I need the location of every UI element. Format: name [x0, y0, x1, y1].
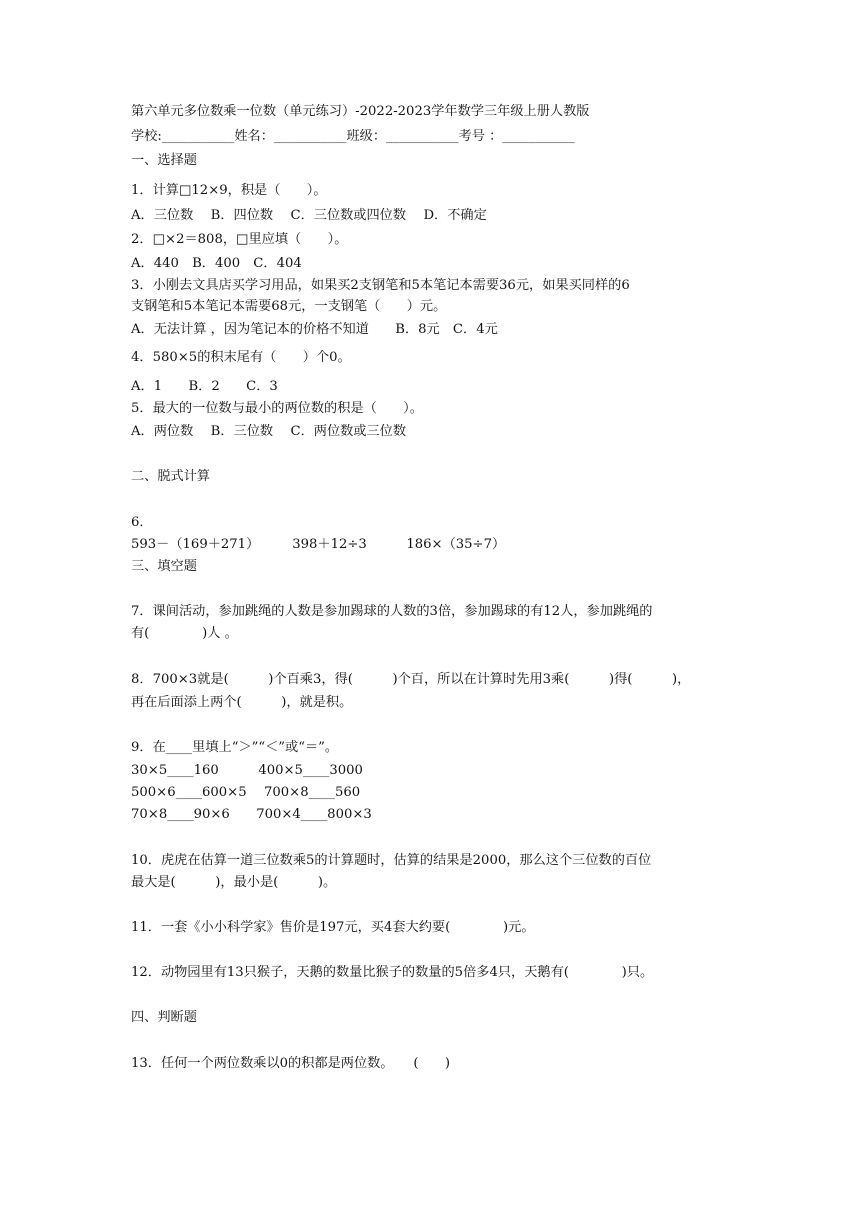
question-10-line-2: 最大是( )，最小是( )。: [131, 875, 337, 890]
question-9-row-1: 30×5____160 400×5____3000: [131, 763, 363, 778]
question-1: 1．计算□12×9，积是（ ）。: [131, 183, 327, 198]
question-7-line-1: 7．课间活动，参加跳绳的人数是参加踢球的人数的3倍，参加踢球的有12人，参加跳绳的: [131, 604, 653, 619]
question-3-options: A．无法计算 ，因为笔记本的价格不知道 B．8元 C．4元: [131, 322, 498, 337]
question-8-line-1: 8．700×3就是( )个百乘3，得( )个百，所以在计算时先用3乘( )得( )，: [131, 672, 691, 687]
section-heading-calculation: 二、脱式计算: [131, 469, 211, 484]
question-3-line-1: 3．小刚去文具店买学习用品，如果买2支钢笔和5本笔记本需要36元，如果买同样的6: [131, 278, 630, 293]
question-13: 13．任何一个两位数乘以0的积都是两位数。 ( ): [131, 1056, 450, 1071]
question-4-options: A．1 B．2 C．3: [131, 379, 278, 394]
question-5-options: A．两位数 B．三位数 C．两位数或三位数: [131, 424, 407, 439]
question-1-options: A．三位数 B．四位数 C．三位数或四位数 D．不确定: [131, 208, 487, 223]
question-3-line-2: 支钢笔和5本笔记本需要68元，一支钢笔（ ）元。: [131, 299, 447, 314]
question-2: 2．□×2＝808，□里应填（ ）。: [131, 232, 348, 247]
question-9-row-2: 500×6____600×5 700×8____560: [131, 785, 361, 800]
section-heading-judgement: 四、判断题: [131, 1010, 197, 1025]
section-heading-fill-in: 三、填空题: [131, 559, 197, 574]
question-7-line-2: 有( )人 。: [131, 626, 238, 641]
section-heading-choice: 一、选择题: [131, 153, 197, 168]
question-2-options: A．440 B．400 C．404: [131, 256, 302, 271]
question-5: 5．最大的一位数与最小的两位数的积是（ ）。: [131, 401, 423, 416]
student-info-line: 学校:___________姓名：___________班级：___________考号 ：___________: [131, 129, 575, 144]
question-6: 6．: [131, 515, 153, 530]
question-9: 9．在____里填上“＞”“＜”或“＝”。: [131, 740, 339, 755]
question-6-expressions: 593－（169＋271） 398＋12÷3 186×（35÷7）: [131, 537, 506, 552]
question-4: 4．580×5的积末尾有（ ）个0。: [131, 350, 351, 365]
question-10-line-1: 10．虎虎在估算一道三位数乘5的计算题时，估算的结果是2000，那么这个三位数的百位: [131, 853, 652, 868]
question-8-line-2: 再在后面添上两个( )，就是积。: [131, 695, 353, 710]
page-title: 第六单元多位数乘一位数（单元练习）-2022-2023学年数学三年级上册人教版: [131, 104, 590, 119]
question-11: 11．一套《小小科学家》售价是197元，买4套大约要( )元。: [131, 920, 535, 935]
question-12: 12．动物园里有13只猴子，天鹅的数量比猴子的数量的5倍多4只，天鹅有( )只。: [131, 965, 654, 980]
question-9-row-3: 70×8____90×6 700×4____800×3: [131, 807, 372, 822]
